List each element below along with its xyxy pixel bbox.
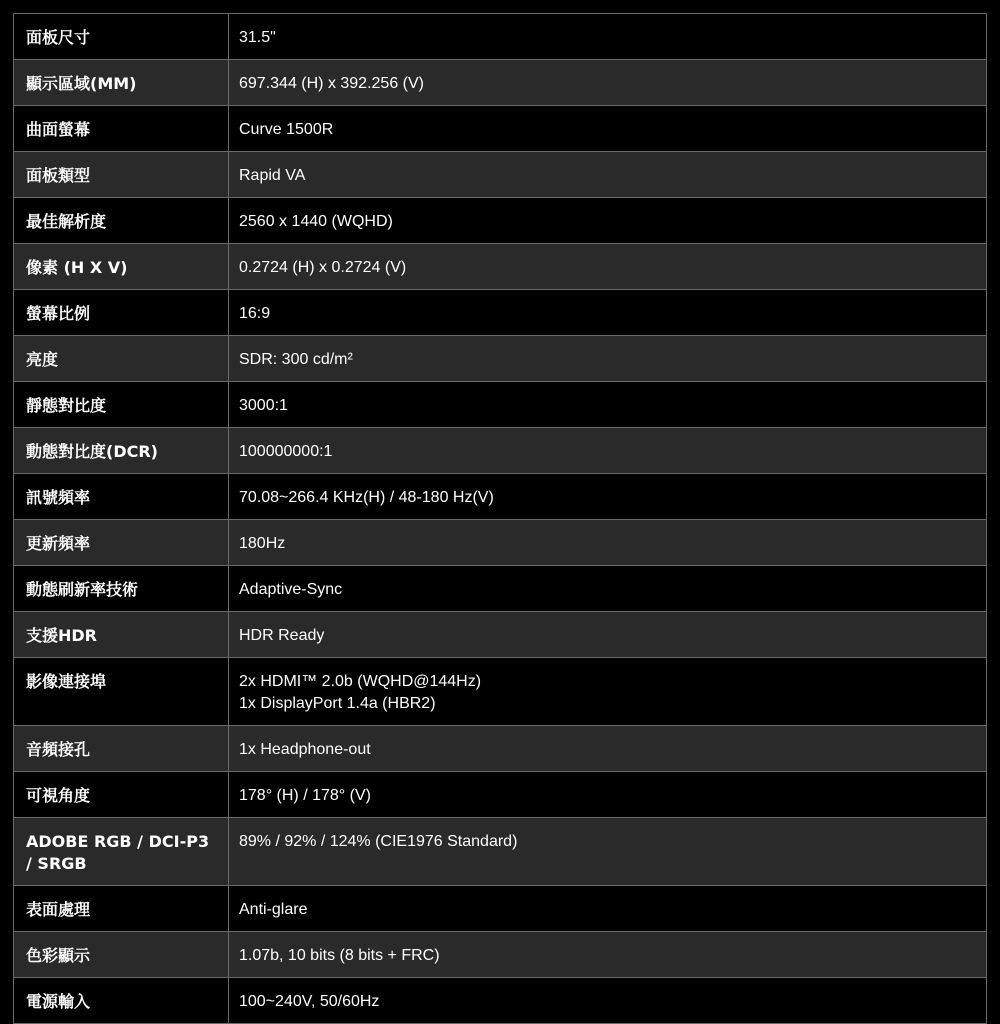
spec-value-cell xyxy=(229,106,987,152)
spec-value: SDR: 300 cd/m² xyxy=(239,351,353,368)
spec-label: 像素 (H X V) xyxy=(26,258,128,277)
spec-value: 178° (H) / 178° (V) xyxy=(239,787,371,804)
spec-label: 色彩顯示 xyxy=(26,946,91,965)
spec-label-cell xyxy=(14,106,229,152)
spec-table xyxy=(13,13,987,1024)
spec-value-cell xyxy=(229,244,987,290)
spec-row xyxy=(14,772,987,818)
spec-label-cell xyxy=(14,336,229,382)
spec-value: 31.5" xyxy=(239,29,276,46)
spec-value-cell xyxy=(229,612,987,658)
spec-value: 2x HDMI™ 2.0b (WQHD@144Hz) 1x DisplayPort 1.4a (HBR2) xyxy=(239,673,482,712)
spec-label: 亮度 xyxy=(26,350,59,369)
spec-value: 697.344 (H) x 392.256 (V) xyxy=(239,75,424,92)
spec-value-cell xyxy=(229,566,987,612)
spec-label: 動態刷新率技術 xyxy=(26,580,139,599)
spec-row xyxy=(14,336,987,382)
spec-label: 表面處理 xyxy=(26,900,91,919)
spec-value: 89% / 92% / 124% (CIE1976 Standard) xyxy=(239,833,518,850)
spec-value: Rapid VA xyxy=(239,167,306,184)
spec-label: 更新頻率 xyxy=(26,534,91,553)
spec-label-cell xyxy=(14,932,229,978)
spec-row xyxy=(14,382,987,428)
spec-row xyxy=(14,244,987,290)
spec-row xyxy=(14,520,987,566)
spec-label: 影像連接埠 xyxy=(26,672,107,691)
spec-value-cell xyxy=(229,290,987,336)
spec-label: 音頻接孔 xyxy=(26,740,91,759)
spec-value: Anti-glare xyxy=(239,901,308,918)
spec-value-cell xyxy=(229,428,987,474)
spec-label: 靜態對比度 xyxy=(26,396,107,415)
spec-label-cell xyxy=(14,886,229,932)
spec-label-cell xyxy=(14,244,229,290)
spec-value: 2560 x 1440 (WQHD) xyxy=(239,213,393,230)
spec-value-cell xyxy=(229,152,987,198)
spec-value: 3000:1 xyxy=(239,397,288,414)
spec-row xyxy=(14,198,987,244)
spec-row xyxy=(14,726,987,772)
spec-row xyxy=(14,152,987,198)
spec-value: 100000000:1 xyxy=(239,443,333,460)
spec-label-cell xyxy=(14,520,229,566)
spec-row xyxy=(14,566,987,612)
spec-label-cell xyxy=(14,14,229,60)
spec-row xyxy=(14,932,987,978)
spec-label-cell xyxy=(14,978,229,1024)
spec-label: 最佳解析度 xyxy=(26,212,107,231)
spec-value-cell xyxy=(229,382,987,428)
spec-row xyxy=(14,474,987,520)
spec-value: 1.07b, 10 bits (8 bits + FRC) xyxy=(239,947,440,964)
spec-label-cell xyxy=(14,772,229,818)
spec-label: 顯示區域(MM) xyxy=(26,74,137,93)
spec-row xyxy=(14,886,987,932)
spec-label: 面板類型 xyxy=(26,166,91,185)
spec-value-cell xyxy=(229,886,987,932)
spec-value-cell xyxy=(229,932,987,978)
spec-value: 1x Headphone-out xyxy=(239,741,371,758)
spec-value-cell xyxy=(229,474,987,520)
spec-label-cell xyxy=(14,818,229,886)
spec-value-cell xyxy=(229,198,987,244)
spec-label-cell xyxy=(14,612,229,658)
spec-row xyxy=(14,14,987,60)
spec-label-cell xyxy=(14,60,229,106)
spec-label-cell xyxy=(14,290,229,336)
spec-value-cell xyxy=(229,60,987,106)
spec-row xyxy=(14,106,987,152)
spec-value-cell xyxy=(229,818,987,886)
spec-label: 面板尺寸 xyxy=(26,28,91,47)
spec-label-cell xyxy=(14,474,229,520)
spec-label-cell xyxy=(14,726,229,772)
spec-value: 0.2724 (H) x 0.2724 (V) xyxy=(239,259,407,276)
spec-label-cell xyxy=(14,382,229,428)
spec-row xyxy=(14,818,987,886)
spec-label: 可視角度 xyxy=(26,786,91,805)
spec-label: 支援HDR xyxy=(26,626,97,645)
spec-value-cell xyxy=(229,14,987,60)
spec-value: 100~240V, 50/60Hz xyxy=(239,993,380,1010)
spec-label-cell xyxy=(14,658,229,726)
spec-label: 電源輸入 xyxy=(26,992,91,1011)
spec-label: ADOBE RGB / DCI-P3 / SRGB xyxy=(26,832,210,873)
spec-value: Curve 1500R xyxy=(239,121,334,138)
spec-value-cell xyxy=(229,772,987,818)
spec-value: 70.08~266.4 KHz(H) / 48-180 Hz(V) xyxy=(239,489,494,506)
spec-row xyxy=(14,612,987,658)
spec-row xyxy=(14,428,987,474)
spec-label-cell xyxy=(14,566,229,612)
spec-label: 曲面螢幕 xyxy=(26,120,91,139)
spec-value-cell xyxy=(229,520,987,566)
spec-value: 16:9 xyxy=(239,305,271,322)
spec-row xyxy=(14,290,987,336)
spec-row xyxy=(14,978,987,1024)
spec-label: 訊號頻率 xyxy=(26,488,91,507)
spec-value-cell xyxy=(229,978,987,1024)
spec-label-cell xyxy=(14,428,229,474)
spec-label-cell xyxy=(14,152,229,198)
spec-table-body xyxy=(14,14,987,1024)
spec-value-cell xyxy=(229,726,987,772)
spec-value: 180Hz xyxy=(239,535,286,552)
spec-label: 動態對比度(DCR) xyxy=(26,442,158,461)
spec-row xyxy=(14,658,987,726)
spec-value-cell xyxy=(229,658,987,726)
spec-value: HDR Ready xyxy=(239,627,325,644)
spec-row xyxy=(14,60,987,106)
spec-label: 螢幕比例 xyxy=(26,304,91,323)
spec-label-cell xyxy=(14,198,229,244)
spec-value-cell xyxy=(229,336,987,382)
spec-value: Adaptive-Sync xyxy=(239,581,343,598)
